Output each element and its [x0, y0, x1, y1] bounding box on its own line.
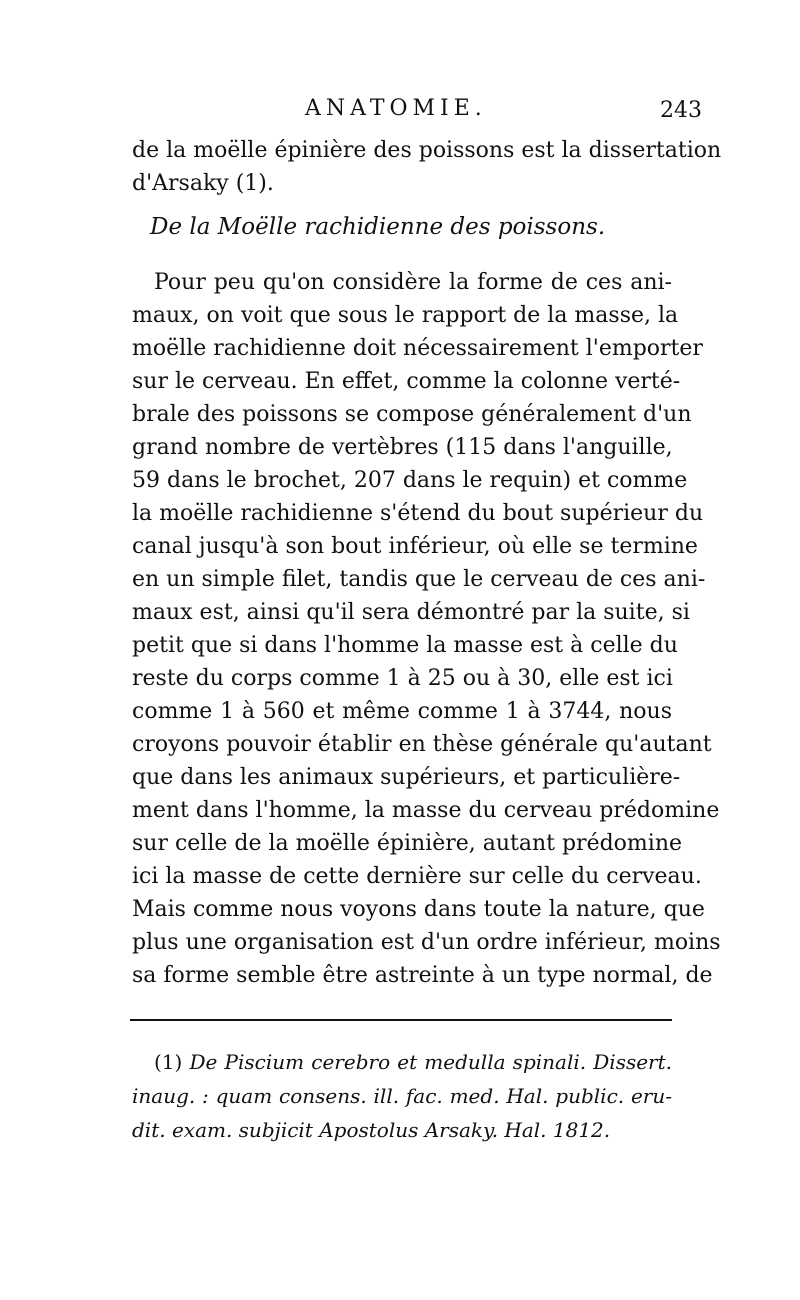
body-paragraph [132, 266, 721, 992]
footnote-line [132, 1045, 672, 1079]
text-line: croyons pouvoir établir en thèse générale qu'autant [132, 732, 712, 757]
text-line: sur le cerveau. En effet, comme la colonne verté- [132, 369, 681, 394]
text-line: la moëlle rachidienne s'étend du bout supérieur du [132, 501, 704, 526]
text-line: de la moëlle épinière des poissons est la dissertation [132, 138, 722, 163]
text-line: 59 dans le brochet, 207 dans le requin) et comme [132, 468, 688, 493]
text-line: brale des poissons se compose généralement d'un [132, 402, 692, 427]
text-line: d'Arsaky (1). [132, 171, 274, 196]
intro-paragraph [132, 134, 722, 200]
section-heading: De la Moëlle rachidienne des poissons. [150, 214, 606, 240]
text-line: Pour peu qu'on considère la forme de ces ani- [154, 270, 672, 295]
text-line: plus une organisation est d'un ordre inférieur, moins [132, 930, 721, 955]
footnote-text: De Piscium cerebro et medulla spinali. Dissert. [189, 1050, 673, 1074]
text-line: grand nombre de vertèbres (115 dans l'anguille, [132, 435, 673, 460]
running-title: ANATOMIE. [305, 96, 487, 121]
text-line: comme 1 à 560 et même comme 1 à 3744, nous [132, 699, 672, 724]
text-line: moëlle rachidienne doit nécessairement l'emporter [132, 336, 703, 361]
footnote-line: inaug. : quam consens. ill. fac. med. Hal. public. eru- [132, 1084, 672, 1108]
text-line: sur celle de la moëlle épinière, autant prédomine [132, 831, 683, 856]
page-number: 243 [660, 98, 702, 123]
text-line: reste du corps comme 1 à 25 ou à 30, elle est ici [132, 666, 673, 691]
text-line: maux est, ainsi qu'il sera démontré par la suite, si [132, 600, 690, 625]
text-line: canal jusqu'à son bout inférieur, où elle se termine [132, 534, 698, 559]
footnote-divider [130, 1019, 672, 1021]
text-line: petit que si dans l'homme la masse est à celle du [132, 633, 678, 658]
text-line: Mais comme nous voyons dans toute la nature, que [132, 897, 705, 922]
footnote-line: dit. exam. subjicit Apostolus Arsaky. Hal. 1812. [132, 1118, 611, 1142]
footnote-marker: (1) [154, 1050, 183, 1074]
text-line: maux, on voit que sous le rapport de la masse, la [132, 303, 679, 328]
text-line: ici la masse de cette dernière sur celle du cerveau. [132, 864, 702, 889]
text-line: sa forme semble être astreinte à un type normal, de [132, 963, 713, 988]
text-line: que dans les animaux supérieurs, et particulière- [132, 765, 681, 790]
footnote [132, 1045, 672, 1147]
text-line: en un simple filet, tandis que le cerveau de ces ani- [132, 567, 706, 592]
text-line: ment dans l'homme, la masse du cerveau prédomine [132, 798, 720, 823]
